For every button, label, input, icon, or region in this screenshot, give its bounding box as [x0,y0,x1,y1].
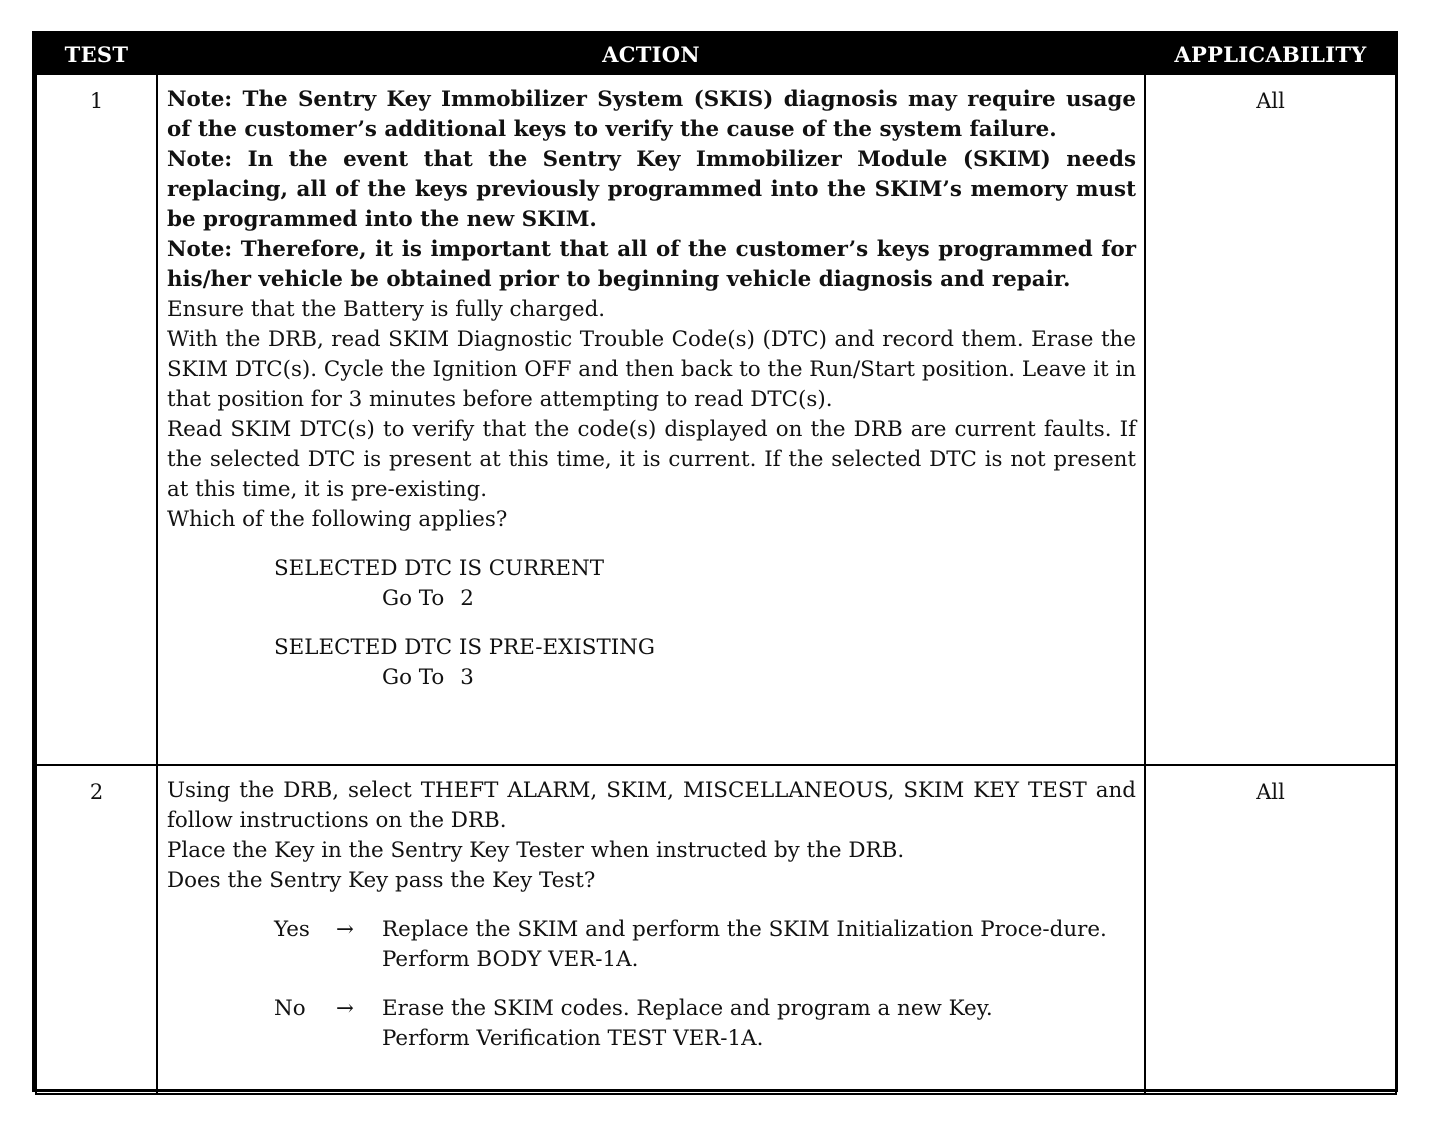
step-text: With the DRB, read SKIM Diagnostic Trouble Code(s) (DTC) and record them. Erase the SKIM DTC(s). Cycle the Ignition OFF and then back to the Run/Start position. Leave it in that position for 3 minutes before attempting to read DTC(s). [167,327,1136,412]
answer-label: Yes [274,917,310,942]
step-text: Ensure that the Battery is fully charged. [167,297,606,322]
result-no [274,994,1136,1054]
goto-target: 2 [460,586,474,611]
choice-block [274,554,1136,614]
arrow-icon: → [336,996,354,1021]
step-text: Using the DRB, select THEFT ALARM, SKIM, MISCELLANEOUS, SKIM KEY TEST and follow instructions on the DRB. [167,778,1136,833]
header-test: TEST [36,35,157,74]
test-table [35,34,1397,1095]
result-text [382,915,1136,975]
result-line: Perform BODY VER-1A. [382,947,639,972]
header-applicability: APPLICABILITY [1145,35,1396,74]
action-cell [157,74,1145,765]
step-text: Read SKIM DTC(s) to verify that the code(s) displayed on the DRB are current faults. If the selected DTC is present at this time, it is current. If the selected DTC is not present at this time, it is pre-existing. [167,417,1136,502]
note-text: Note: Therefore, it is important that all of the customer’s keys programmed for his/her vehicle be obtained prior to beginning vehicle diagnosis and repair. [167,237,1136,292]
applicability-value: All [1145,765,1396,1094]
goto-line [382,584,1136,614]
diagnostic-test-table [32,31,1398,1092]
choice-label: SELECTED DTC IS CURRENT [274,556,604,581]
question-text: Does the Sentry Key pass the Key Test? [167,868,596,893]
header-row [36,35,1396,74]
choice-block [274,633,1136,693]
action-cell [157,765,1145,1094]
goto-label: Go To [382,665,445,690]
goto-label: Go To [382,586,445,611]
table-row [36,74,1396,765]
result-line: Replace the SKIM and perform the SKIM Initialization Proce-dure. [382,917,1107,942]
question-text: Which of the following applies? [167,507,508,532]
arrow-icon: → [336,917,354,942]
table-row [36,765,1396,1094]
choice-label: SELECTED DTC IS PRE-EXISTING [274,635,655,660]
test-number: 2 [36,765,157,1094]
result-yes [274,915,1136,975]
note-text: Note: In the event that the Sentry Key Immobilizer Module (SKIM) needs replacing, all of the keys previously programmed into the SKIM’s memory must be programmed into the new SKIM. [167,147,1136,232]
header-action: ACTION [157,35,1145,74]
goto-line [382,663,1136,693]
result-text [382,994,1136,1054]
answer-label: No [274,996,306,1021]
result-line: Perform Verification TEST VER-1A. [382,1026,764,1051]
test-number: 1 [36,74,157,765]
step-text: Place the Key in the Sentry Key Tester when instructed by the DRB. [167,838,905,863]
result-line: Erase the SKIM codes. Replace and program a new Key. [382,996,993,1021]
goto-target: 3 [460,665,474,690]
applicability-value: All [1145,74,1396,765]
note-text: Note: The Sentry Key Immobilizer System (SKIS) diagnosis may require usage of the customer’s additional keys to verify the cause of the system failure. [167,87,1136,142]
